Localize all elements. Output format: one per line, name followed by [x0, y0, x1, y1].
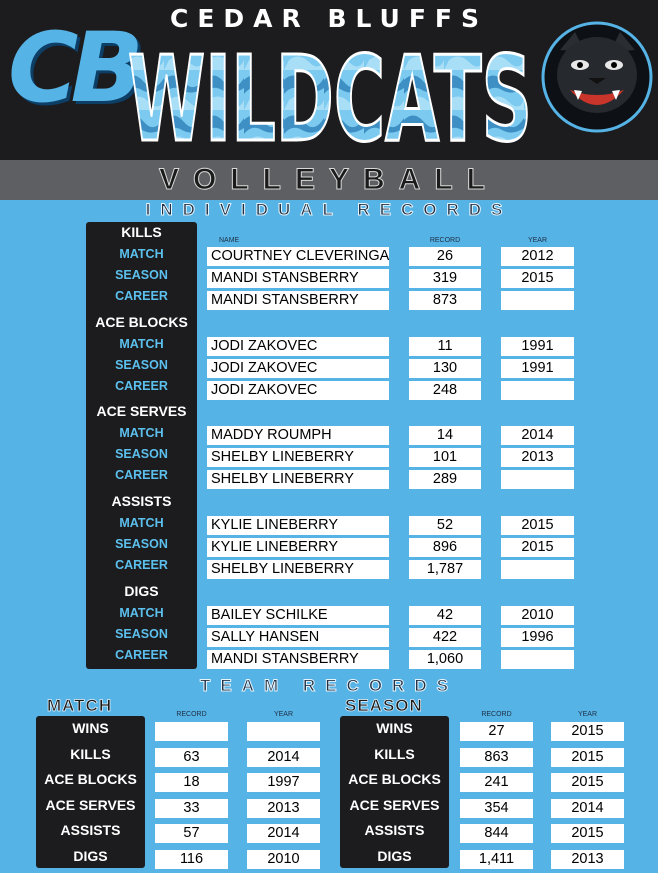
team-match-category-label: KILLS: [70, 745, 111, 762]
wildcats-text: WILDCATS: [128, 30, 532, 150]
record-year: 2010: [501, 606, 574, 625]
team-season-record: 1,411: [460, 850, 533, 869]
record-value: 11: [409, 337, 481, 356]
holder-name: JODI ZAKOVEC: [207, 381, 389, 400]
record-value: 52: [409, 516, 481, 535]
team-match-category-label: ACE BLOCKS: [44, 771, 137, 787]
record-type-label: MATCH: [119, 516, 164, 530]
record-type-label: MATCH: [119, 247, 164, 261]
holder-name: KYLIE LINEBERRY: [207, 516, 389, 535]
holder-name: SHELBY LINEBERRY: [207, 560, 389, 579]
record-type-label: MATCH: [119, 606, 164, 620]
record-year: 1991: [501, 337, 574, 356]
team-match-category-label: ASSISTS: [60, 822, 121, 838]
holder-name: MANDI STANSBERRY: [207, 650, 389, 669]
holder-name: MANDI STANSBERRY: [207, 269, 389, 288]
team-season-record: 241: [460, 773, 533, 792]
record-type-label: SEASON: [115, 537, 168, 551]
record-type-label: SEASON: [115, 268, 168, 282]
category-label: KILLS: [121, 224, 162, 240]
team-match-category-label: WINS: [72, 720, 109, 736]
team-season-year: 2015: [551, 722, 624, 741]
team-match-year: 2010: [247, 850, 320, 869]
column-header-name: NAME: [219, 237, 240, 244]
category-label: ASSISTS: [111, 493, 172, 509]
record-value: 422: [409, 628, 481, 647]
record-year: [501, 560, 574, 579]
team-season-year-header: YEAR: [577, 711, 598, 718]
record-year: [501, 381, 574, 400]
record-type-label: CAREER: [115, 648, 168, 662]
team-match-year: 2014: [247, 824, 320, 843]
record-value: 42: [409, 606, 481, 625]
team-season-year: 2015: [551, 748, 624, 767]
record-type-label: SEASON: [115, 447, 168, 461]
record-value: 289: [409, 470, 481, 489]
team-season-category-label: KILLS: [374, 745, 415, 762]
record-type-label: CAREER: [115, 558, 168, 572]
holder-name: SHELBY LINEBERRY: [207, 448, 389, 467]
sport-title: VOLLEYBALL: [159, 163, 499, 196]
record-value: 1,787: [409, 560, 481, 579]
team-season-category-label: ACE BLOCKS: [348, 771, 441, 787]
team-match-record: [155, 722, 228, 741]
record-year: 2015: [501, 269, 574, 288]
team-match-year: 1997: [247, 773, 320, 792]
record-type-label: CAREER: [115, 468, 168, 482]
team-season-category-label: DIGS: [377, 847, 412, 864]
record-value: 101: [409, 448, 481, 467]
team-season-category-label: ASSISTS: [364, 822, 425, 838]
team-match-record: 57: [155, 824, 228, 843]
team-match-record: 116: [155, 850, 228, 869]
record-type-label: SEASON: [115, 627, 168, 641]
team-match-year: 2013: [247, 799, 320, 818]
individual-records-title: INDIVIDUAL RECORDS: [145, 200, 513, 219]
team-match-record-header: RECORD: [176, 711, 207, 718]
team-season-record: 354: [460, 799, 533, 818]
record-value: 26: [409, 247, 481, 266]
team-season-record: 863: [460, 748, 533, 767]
holder-name: SALLY HANSEN: [207, 628, 389, 647]
record-year: 1996: [501, 628, 574, 647]
record-type-label: CAREER: [115, 289, 168, 303]
team-match-category-label: ACE SERVES: [45, 796, 136, 813]
team-season-category-label: WINS: [376, 720, 413, 736]
holder-name: KYLIE LINEBERRY: [207, 538, 389, 557]
record-type-label: CAREER: [115, 379, 168, 393]
category-label: DIGS: [124, 583, 159, 599]
team-season-record: 844: [460, 824, 533, 843]
team-season-category-label: ACE SERVES: [349, 796, 440, 813]
holder-name: MANDI STANSBERRY: [207, 291, 389, 310]
record-type-label: MATCH: [119, 337, 164, 351]
team-season-record-header: RECORD: [481, 711, 512, 718]
team-match-year: [247, 722, 320, 741]
holder-name: JODI ZAKOVEC: [207, 359, 389, 378]
record-value: 130: [409, 359, 481, 378]
record-year: 2012: [501, 247, 574, 266]
record-year: [501, 291, 574, 310]
record-value: 319: [409, 269, 481, 288]
team-match-label-box: [36, 716, 145, 868]
record-value: 873: [409, 291, 481, 310]
record-year: [501, 650, 574, 669]
cb-monogram-logo: CB: [8, 12, 136, 124]
column-header-year: YEAR: [527, 237, 548, 244]
record-year: 2014: [501, 426, 574, 445]
record-type-label: MATCH: [119, 426, 164, 440]
team-records-title: TEAM RECORDS: [200, 676, 458, 695]
school-name: CEDAR BLUFFS: [169, 4, 489, 33]
category-label: ACE BLOCKS: [95, 314, 188, 330]
record-value: 896: [409, 538, 481, 557]
holder-name: COURTNEY CLEVERINGA: [207, 247, 389, 266]
holder-name: MADDY ROUMPH: [207, 426, 389, 445]
record-year: 2015: [501, 538, 574, 557]
team-season-label-box: [340, 716, 449, 868]
record-year: 1991: [501, 359, 574, 378]
record-value: 248: [409, 381, 481, 400]
team-season-heading: SEASON: [345, 696, 423, 715]
holder-name: SHELBY LINEBERRY: [207, 470, 389, 489]
category-label: ACE SERVES: [96, 403, 187, 419]
team-match-record: 33: [155, 799, 228, 818]
team-match-record: 63: [155, 748, 228, 767]
team-season-year: 2014: [551, 799, 624, 818]
team-match-year-header: YEAR: [273, 711, 294, 718]
record-value: 14: [409, 426, 481, 445]
record-value: 1,060: [409, 650, 481, 669]
team-season-year: 2015: [551, 824, 624, 843]
team-match-year: 2014: [247, 748, 320, 767]
team-match-heading: MATCH: [47, 696, 113, 715]
team-season-record: 27: [460, 722, 533, 741]
team-season-year: 2015: [551, 773, 624, 792]
record-year: 2013: [501, 448, 574, 467]
column-header-record: RECORD: [429, 237, 461, 244]
team-match-record: 18: [155, 773, 228, 792]
record-year: [501, 470, 574, 489]
holder-name: BAILEY SCHILKE: [207, 606, 389, 625]
team-season-year: 2013: [551, 850, 624, 869]
record-year: 2015: [501, 516, 574, 535]
wildcat-mascot-icon: [540, 20, 655, 135]
record-type-label: SEASON: [115, 358, 168, 372]
holder-name: JODI ZAKOVEC: [207, 337, 389, 356]
wildcats-wordmark: [124, 30, 536, 150]
team-match-category-label: DIGS: [73, 847, 108, 864]
